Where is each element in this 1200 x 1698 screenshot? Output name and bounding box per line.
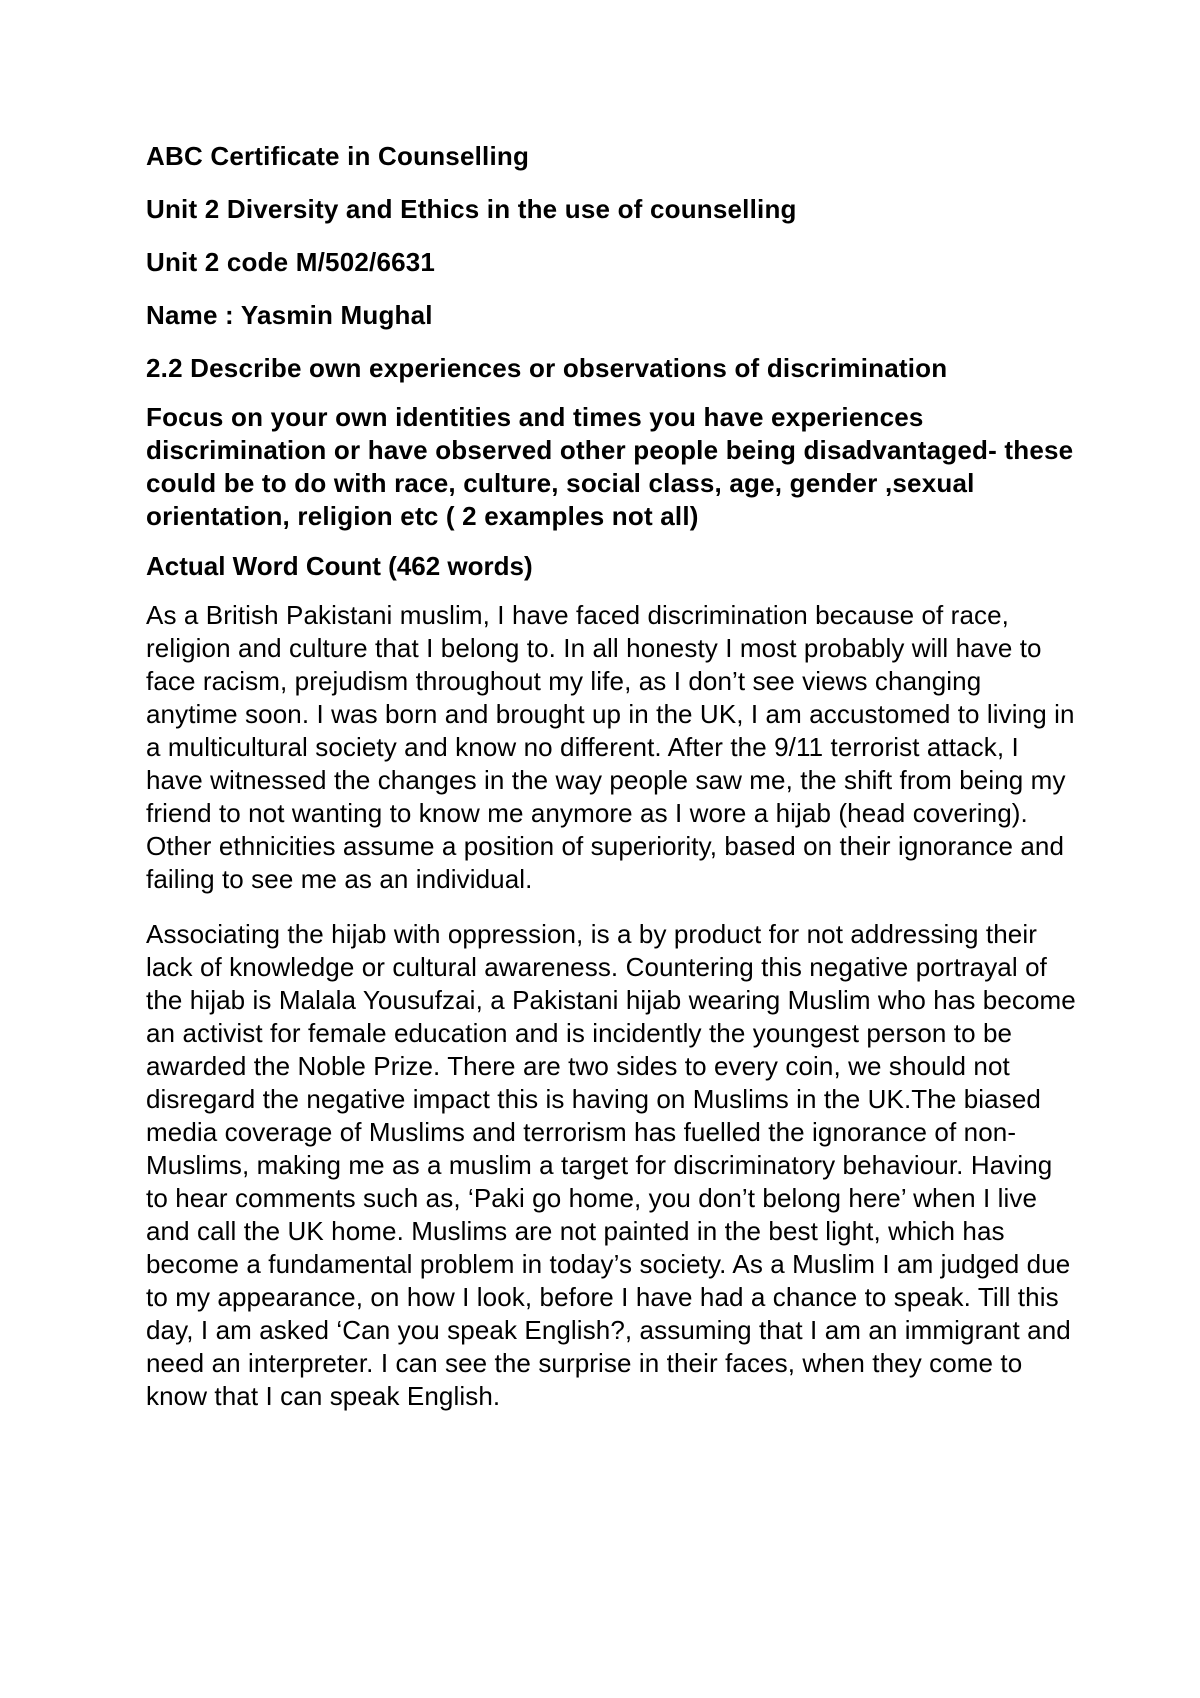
word-count: Actual Word Count (462 words) xyxy=(146,551,533,581)
question-prompt: Focus on your own identities and times you have experiences discrimination or have observed other people being disadvantaged- these could be to do with race, culture, social class, age, gender ,sexual orientation, religion etc ( 2 examples not all) xyxy=(146,402,1074,531)
body-paragraph-2: Associating the hijab with oppression, is a by product for not addressing their lack of knowledge or cultural awareness. Countering this negative portrayal of the hijab is Malala Yousufzai, a Pakistani hijab wearing Muslim who has become an activist for female education and is incidently the youngest person to be awarded the Noble Prize. There are two sides to every coin, we should not disregard the negative impact this is having on Muslims in the UK.The biased media coverage of Muslims and terrorism has fuelled the ignorance of non-Muslims, making me as a muslim a target for discriminatory behaviour. Having to hear comments such as, ‘Paki go home, you don’t belong here’ when I live and call the UK home. Muslims are not painted in the best light, which has become a fundamental problem in today’s society. As a Muslim I am judged due to my appearance, on how I look, before I have had a chance to speak. Till this day, I am asked ‘Can you speak English?, assuming that I am an immigrant and need an interpreter. I can see the surprise in their faces, when they come to know that I can speak English. xyxy=(146,919,1076,1411)
question-title: 2.2 Describe own experiences or observations of discrimination xyxy=(146,353,948,383)
student-name: Name : Yasmin Mughal xyxy=(146,300,433,330)
document-page xyxy=(146,140,1076,1435)
course-title: ABC Certificate in Counselling xyxy=(146,141,530,171)
body-paragraph-1: As a British Pakistani muslim, I have faced discrimination because of race, religion and culture that I belong to. In all honesty I most probably will have to face racism, prejudism throughout my life, as I don’t see views changing anytime soon. I was born and brought up in the UK, I am accustomed to living in a multicultural society and know no different. After the 9/11 terrorist attack, I have witnessed the changes in the way people saw me, the shift from being my friend to not wanting to know me anymore as I wore a hijab (head covering). Other ethnicities assume a position of superiority, based on their ignorance and failing to see me as an individual. xyxy=(146,600,1075,894)
unit-title: Unit 2 Diversity and Ethics in the use of counselling xyxy=(146,194,797,224)
unit-code: Unit 2 code M/502/6631 xyxy=(146,247,436,277)
